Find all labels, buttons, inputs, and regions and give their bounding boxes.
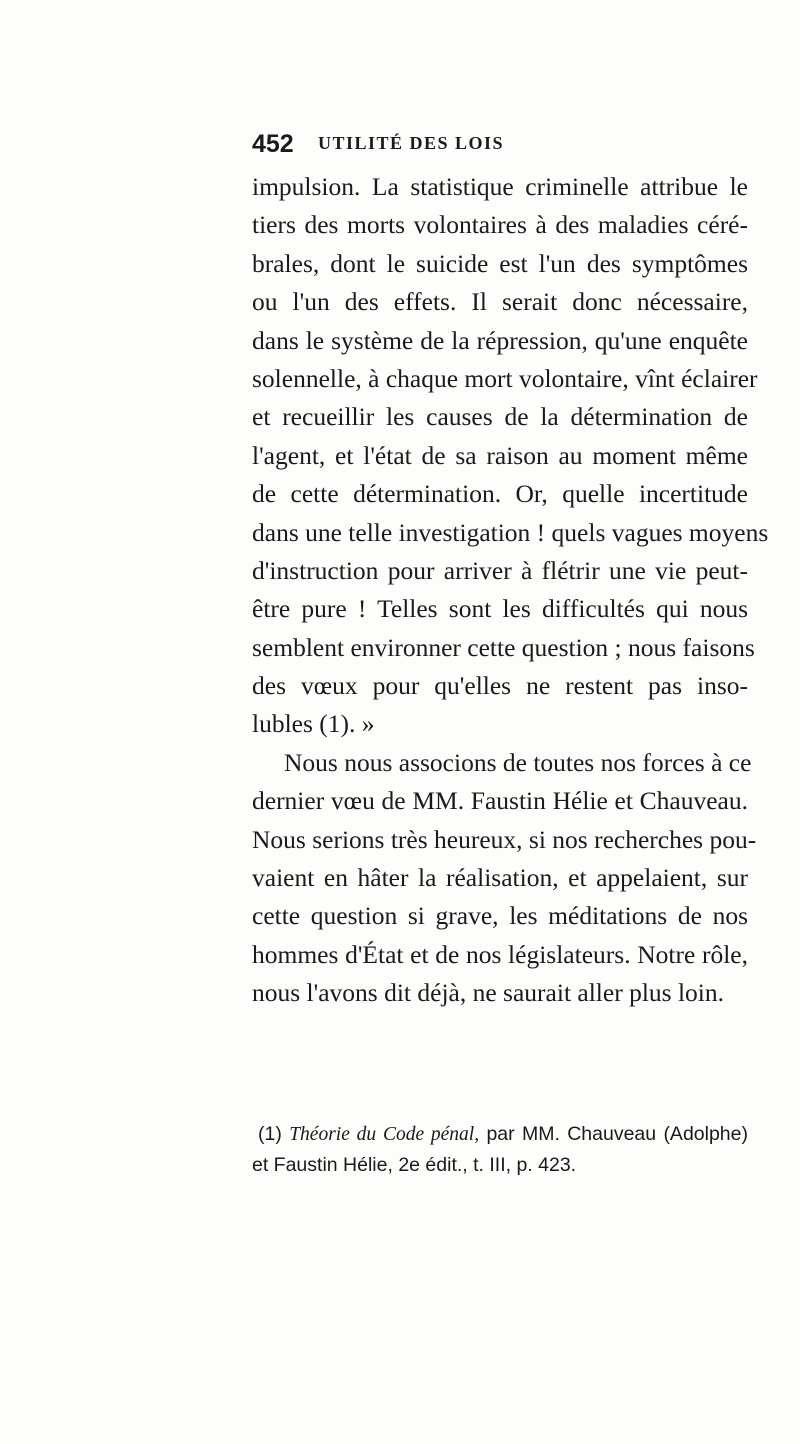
text-line: dernier vœu de MM. Faustin Hélie et Chauveau. — [252, 786, 748, 816]
text-line: cette question si grave, les méditations de nos — [252, 901, 748, 931]
text-line: Nous serions très heureux, si nos recherches pou- — [252, 824, 757, 854]
text-line: et recueillir les causes de la détermination de — [252, 402, 748, 432]
text-line: être pure ! Telles sont les difficultés qui nous — [252, 594, 748, 624]
footnote-line: et Faustin Hélie, 2e édit., t. III, p. 423. — [252, 1154, 577, 1176]
text-line: tiers des morts volontaires à des maladies céré- — [252, 210, 748, 240]
text-line: Nous nous associons de toutes nos forces à ce — [284, 747, 752, 777]
text-line: de cette détermination. Or, quelle incertitude — [252, 479, 748, 509]
text-line: lubles (1). » — [252, 709, 375, 739]
text-line: solennelle, à chaque mort volontaire, vînt éclairer — [252, 363, 758, 393]
footnote-citation: par MM. Chauveau (Adolphe) — [486, 1123, 748, 1145]
footnote-title: Théorie du Code pénal, — [289, 1124, 480, 1145]
text-line: vaient en hâter la réalisation, et appelaient, sur — [252, 863, 748, 893]
body-text — [252, 168, 769, 1013]
text-line: brales, dont le suicide est l'un des symptômes — [252, 248, 748, 278]
text-line: ou l'un des effets. Il serait donc nécessaire, — [252, 287, 748, 317]
text-line: impulsion. La statistique criminelle attribue le — [252, 172, 748, 201]
text-line: d'instruction pour arriver à flétrir une vie peut- — [252, 555, 748, 585]
page-header — [252, 130, 748, 164]
running-head: UTILITÉ DES LOIS — [318, 133, 505, 153]
text-line: dans une telle investigation ! quels vagues moyens — [252, 517, 769, 547]
page-number: 452 — [252, 130, 294, 158]
footnote-line — [252, 1119, 748, 1150]
text-line: hommes d'État et de nos législateurs. Notre rôle, — [252, 939, 748, 969]
footnote-marker: (1) — [258, 1123, 282, 1145]
text-line: l'agent, et l'état de sa raison au moment même — [252, 440, 748, 470]
text-line: nous l'avons dit déjà, ne saurait aller plus loin. — [252, 978, 724, 1008]
text-line: des vœux pour qu'elles ne restent pas inso- — [252, 671, 748, 701]
text-line: dans le système de la répression, qu'une enquête — [252, 325, 748, 355]
text-line: semblent environner cette question ; nous faisons — [252, 632, 755, 662]
footnote — [252, 1119, 748, 1180]
